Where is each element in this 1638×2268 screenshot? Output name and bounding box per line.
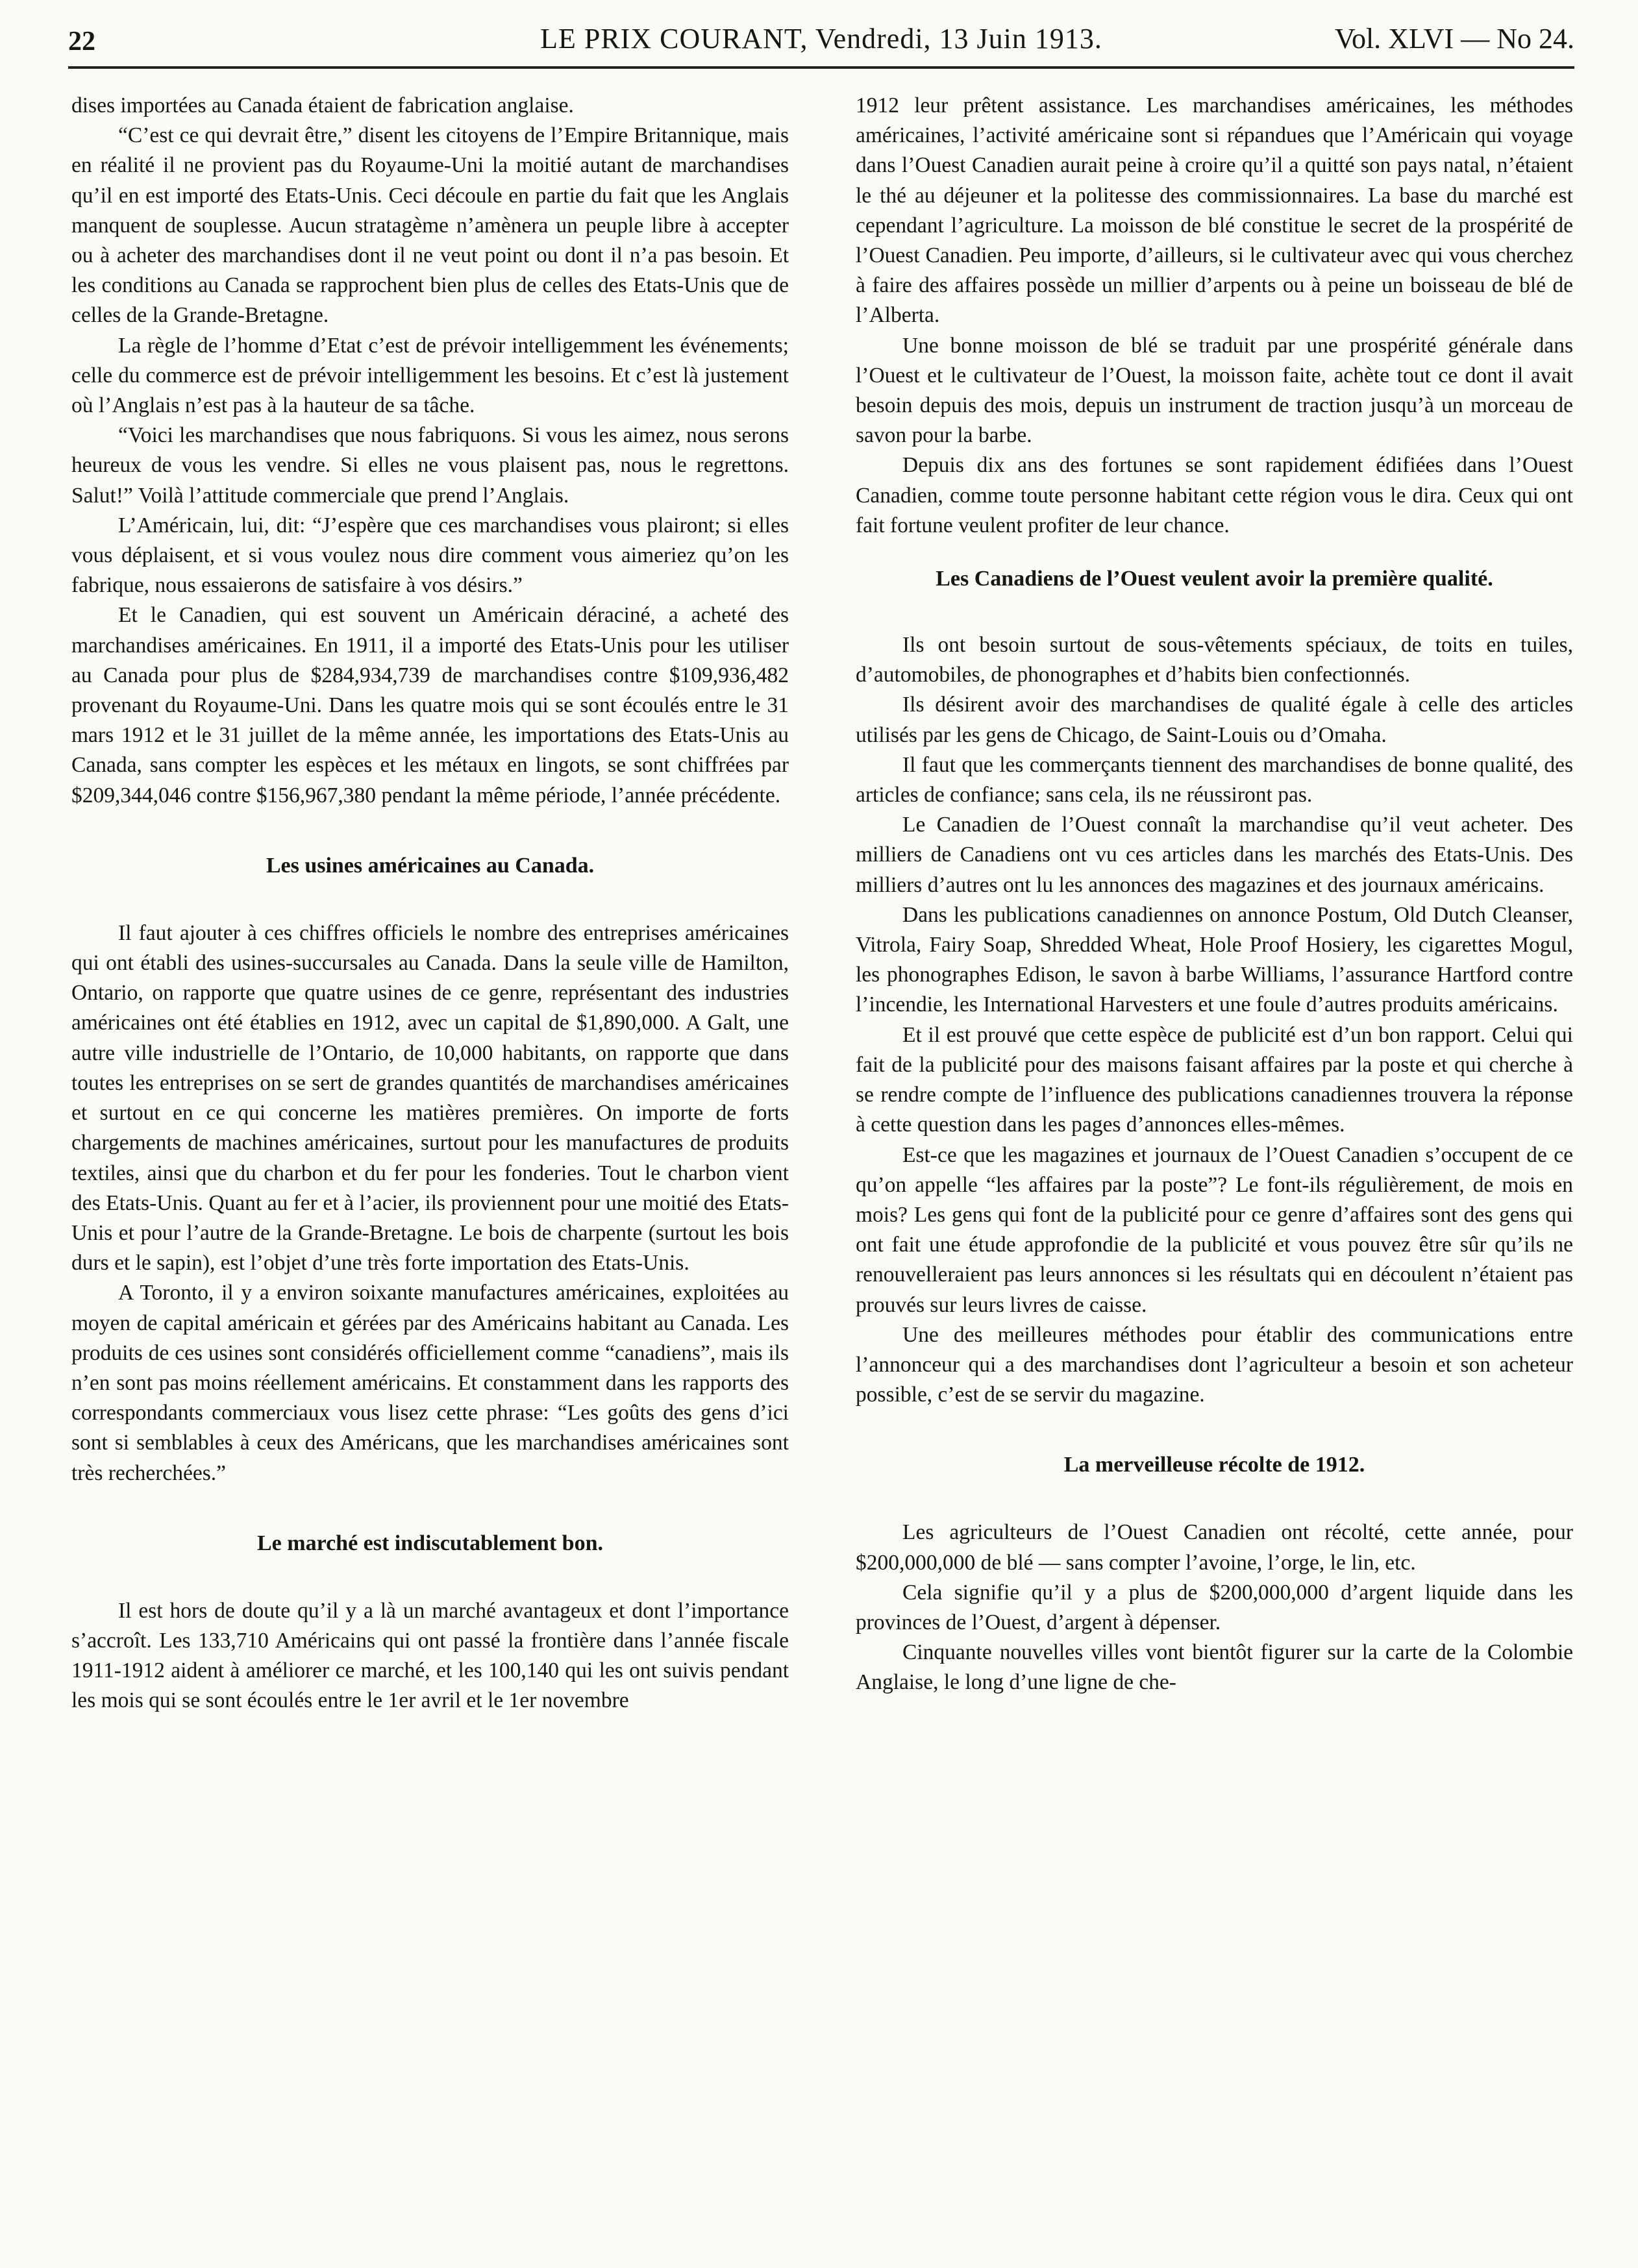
volume-number: Vol. XLVI — No 24. [1334,23,1574,55]
left-column [71,91,789,1716]
paragraph: Ils ont besoin surtout de sous-vêtements spéciaux, de toits en tuiles, d’automobiles, de phonographes et d’habits bien confectionnés. [856,633,1573,687]
paragraph: Dans les publications canadiennes on annonce Postum, Old Dutch Cleanser, Vitrola, Fairy Soap, Shredded Wheat, Hole Proof Hosiery, les cigarettes Mogul, les phonographes Edison, le savon à barbe Williams, l’assurance Hartford contre l’incendie, les International Harvesters et une foule d’autres produits américains. [856,902,1573,1017]
paragraph: La règle de l’homme d’Etat c’est de prévoir intelligemment les événements; celle du commerce est de prévoir intelligemment les besoins. Et c’est là justement où l’Anglais n’est pas à la hauteur de sa tâche. [71,333,789,418]
right-column [856,91,1573,1698]
paragraph: 1912 leur prêtent assistance. Les marchandises américaines, les méthodes américaines, l’activité américaine sont si répandues que l’Américain qui voyage dans l’Ouest Canadien aurait peine à croire qu’il a quitté son pays natal, n’étaient le thé au déjeuner et la politesse des commissionnaires. La base du marché est cependant l’agriculture. La moisson de blé constitue le secret de la prospérité de l’Ouest Canadien. Peu importe, d’ailleurs, si le cultivateur avec qui vous cherchez à faire des affaires possède un millier d’arpents ou à peine un boisseau de blé de l’Alberta. [856,93,1573,328]
paragraph: “Voici les marchandises que nous fabriquons. Si vous les aimez, nous serons heureux de vous les vendre. Si elles ne vous plaisent pas, nous le regrettons. Salut!” Voilà l’attitude commerciale que prend l’Anglais. [71,423,789,508]
paragraph: Il est hors de doute qu’il y a là un marché avantageux et dont l’importance s’accroît. Les 133,710 Américains qui ont passé la frontière dans l’année fiscale 1911-1912 aident à améliorer ce marché, et les 100,140 qui les ont suivis pendant les mois qui se sont écoulés entre le 1er avril et le 1er novembre [71,1598,789,1713]
section-heading: La merveilleuse récolte de 1912. [1063,1453,1365,1477]
paragraph: dises importées au Canada étaient de fabrication anglaise. [71,93,574,117]
newspaper-title: LE PRIX COURANT, Vendredi, 13 Juin 1913. [540,23,1102,55]
paragraph: Cinquante nouvelles villes vont bientôt figurer sur la carte de la Colombie Anglaise, le long d’une ligne de che- [856,1640,1573,1695]
paragraph: Les agriculteurs de l’Ouest Canadien ont récolté, cette année, pour $200,000,000 de blé — sans compter l’avoine, l’orge, le lin, etc. [856,1520,1573,1575]
paragraph: Le Canadien de l’Ouest connaît la marchandise qu’il veut acheter. Des milliers de Canadiens ont vu ces articles dans les marchés des Etats-Unis. Des milliers d’autres ont lu les annonces des magazines et des journaux américains. [856,813,1573,897]
paragraph: Il faut ajouter à ces chiffres officiels le nombre des entreprises américaines qui ont établi des usines-succursales au Canada. Dans la seule ville de Hamilton, Ontario, on rapporte que quatre usines de ce genre, représentant des industries américaines ont été établies en 1912, avec un capital de $1,890,000. A Galt, une autre ville industrielle de l’Ontario, de 10,000 habitants, on rapporte que dans toutes les entreprises on se sert de grandes quantités de marchandises américaines et surtout en ce qui concerne les matières premières. On importe de forts chargements de machines américaines, surtout pour les manufactures de produits textiles, ainsi que du charbon et du fer pour les fonderies. Tout le charbon vient des Etats-Unis. Quant au fer et à l’acier, ils proviennent pour une moitié des Etats-Unis et pour l’autre de la Grande-Bretagne. Le bois de charpente (surtout les bois durs et le sapin), est l’objet d’une très forte importation des Etats-Unis. [71,920,789,1276]
paragraph: Cela signifie qu’il y a plus de $200,000,000 d’argent liquide dans les provinces de l’Ouest, d’argent à dépenser. [856,1580,1573,1634]
paragraph: Est-ce que les magazines et journaux de l’Ouest Canadien s’occupent de ce qu’on appelle “les affaires par la poste”? Le font-ils régulièrement, de mois en mois? Les gens qui font de la publicité pour ce genre d’affaires sont des gens qui ont fait une étude approfondie de la publicité et vous pouvez être sûr qu’ils ne renouvelleraient pas leurs annonces si les résultats qui en découlent n’étaient pas prouvés sur leurs livres de caisse. [856,1142,1573,1317]
page-number: 22 [68,27,95,56]
paragraph: Ils désirent avoir des marchandises de qualité égale à celle des articles utilisés par les gens de Chicago, de Saint-Louis ou d’Omaha. [856,693,1573,747]
section-heading: Les usines américaines au Canada. [266,853,595,878]
paragraph: Il faut que les commerçants tiennent des marchandises de bonne qualité, des articles de confiance; sans cela, ils ne réussiront pas. [856,752,1573,807]
paragraph: “C’est ce qui devrait être,” disent les citoyens de l’Empire Britannique, mais en réalité il ne provient pas du Royaume-Uni la moitié autant de marchandises qu’il en est importé des Etats-Unis. Ceci découle en partie du fait que les Anglais manquent de souplesse. Aucun stratagème n’amènera un peuple libre à accepter ou à acheter des marchandises dont il ne veut point ou dont il n’a pas besoin. Et les conditions au Canada se rapprochent bien plus de celles des Etats-Unis que de celles de la Grande-Bretagne. [71,123,789,328]
paragraph: Une des meilleures méthodes pour établir des communications entre l’annonceur qui a des marchandises dont l’agriculteur a besoin et son acheteur possible, c’est de se servir du magazine. [856,1322,1573,1407]
page-header [68,19,1574,66]
paragraph: Depuis dix ans des fortunes se sont rapidement édifiées dans l’Ouest Canadien, comme toute personne habitant cette région vous le dira. Ceux qui ont fait fortune veulent profiter de leur chance. [856,453,1573,537]
paragraph: Une bonne moisson de blé se traduit par une prospérité générale dans l’Ouest et le cultivateur de l’Ouest, la moisson faite, achète tout ce dont il avait besoin depuis des mois, depuis un instrument de traction jusqu’à un morceau de savon pour la barbe. [856,333,1573,448]
paragraph: Et le Canadien, qui est souvent un Américain déraciné, a acheté des marchandises américaines. En 1911, il a importé des Etats-Unis pour les utiliser au Canada pour plus de $284,934,739 de marchandises contre $109,936,482 provenant du Royaume-Uni. Dans les quatre mois qui se sont écoulés entre le 31 mars 1912 et le 31 juillet de la même année, les importations des Etats-Unis au Canada, sans compter les espèces et les métaux en lingots, se sont chiffrées par $209,344,046 contre $156,967,380 pendant la même période, l’année précédente. [71,603,789,807]
paragraph: A Toronto, il y a environ soixante manufactures américaines, exploitées au moyen de capital américain et gérées par des Américains habitant au Canada. Les produits de ces usines sont considérés officiellement comme “canadiens”, mais ils n’en sont pas moins réellement américains. Et constamment dans les rapports des correspondants commerciaux vous lisez cette phrase: “Les goûts des gens d’ici sont si semblables à ceux des Américans, que les marchandises américaines sont très recherchées.” [71,1281,789,1485]
section-heading: Le marché est indiscutablement bon. [257,1531,603,1555]
paragraph: L’Américain, lui, dit: “J’espère que ces marchandises vous plairont; si elles vous déplaisent, et si vous voulez nous dire comment vous aimeriez qu’on les fabrique, nous essaierons de satisfaire à vos désirs.” [71,513,789,598]
section-heading: Les Canadiens de l’Ouest veulent avoir la première qualité. [936,567,1493,591]
header-rule [68,66,1574,69]
paragraph: Et il est prouvé que cette espèce de publicité est d’un bon rapport. Celui qui fait de la publicité pour des maisons faisant affaires par la poste et qui cherche à se rendre compte de l’influence des publications canadiennes trouvera la réponse à cette question dans les pages d’annonces elles-mêmes. [856,1022,1573,1137]
